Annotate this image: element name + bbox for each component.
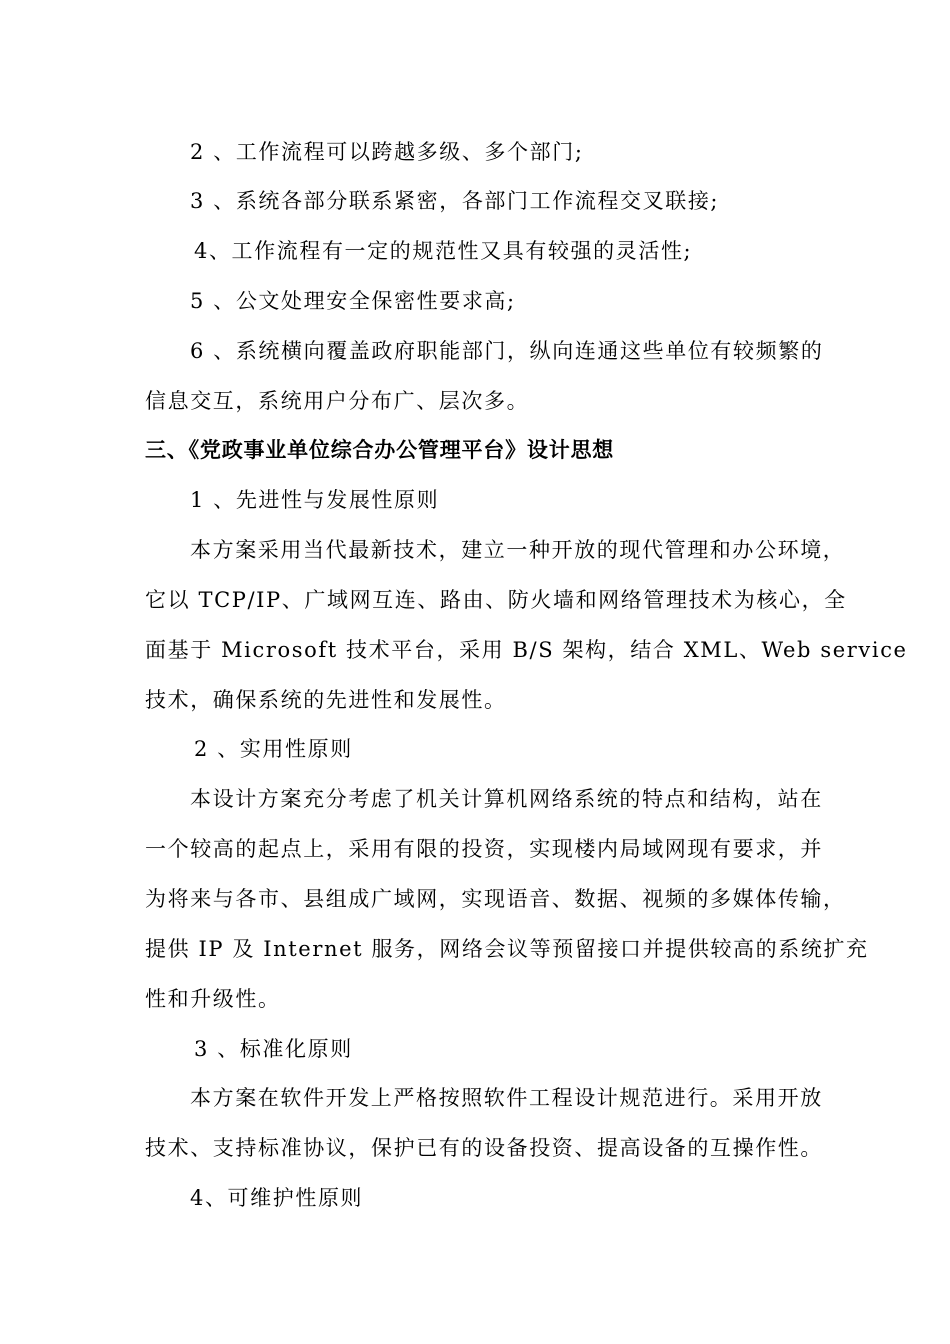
- principle-2-line-4: 提供 IP 及 Internet 服务，网络会议等预留接口并提供较高的系统扩充: [145, 937, 869, 961]
- principle-3-line-1: 本方案在软件开发上严格按照软件工程设计规范进行。采用开放: [190, 1086, 823, 1110]
- principle-2-line-3: 为将来与各市、县组成广域网，实现语音、数据、视频的多媒体传输，: [145, 887, 846, 911]
- principle-2-line-2: 一个较高的起点上，采用有限的投资，实现楼内局域网现有要求，并: [145, 837, 823, 861]
- principle-3-line-2: 技术、支持标准协议，保护已有的设备投资、提高设备的互操作性。: [145, 1136, 823, 1160]
- principle-3-title: 3 、标准化原则: [194, 1037, 353, 1061]
- principle-1-line-1: 本方案采用当代最新技术，建立一种开放的现代管理和办公环境，: [190, 538, 846, 562]
- list-item-2: 2 、工作流程可以跨越多级、多个部门;: [190, 140, 584, 164]
- section-heading: 三、《党政事业单位综合办公管理平台》设计思想: [145, 438, 615, 462]
- list-item-3: 3 、系统各部分联系紧密，各部门工作流程交叉联接;: [190, 189, 720, 213]
- list-item-6-line-1: 6 、系统横向覆盖政府职能部门，纵向连通这些单位有较频繁的: [190, 339, 824, 363]
- principle-2-title: 2 、实用性原则: [194, 737, 353, 761]
- principle-1-line-3: 面基于 Microsoft 技术平台，采用 B/S 架构，结合 XML、Web service: [145, 638, 908, 662]
- principle-1-line-2: 它以 TCP/IP、广域网互连、路由、防火墙和网络管理技术为核心，全: [145, 588, 847, 612]
- list-item-6-line-2: 信息交互，系统用户分布广、层次多。: [145, 389, 530, 413]
- list-item-4: 4、工作流程有一定的规范性又具有较强的灵活性;: [194, 239, 693, 263]
- principle-1-title: 1 、先进性与发展性原则: [190, 488, 440, 512]
- principle-1-line-4: 技术，确保系统的先进性和发展性。: [145, 688, 507, 712]
- list-item-5: 5 、公文处理安全保密性要求高;: [190, 289, 516, 313]
- principle-2-line-1: 本设计方案充分考虑了机关计算机网络系统的特点和结构，站在: [190, 787, 823, 811]
- principle-4-title: 4、可维护性原则: [190, 1186, 364, 1210]
- principle-2-line-5: 性和升级性。: [145, 987, 281, 1011]
